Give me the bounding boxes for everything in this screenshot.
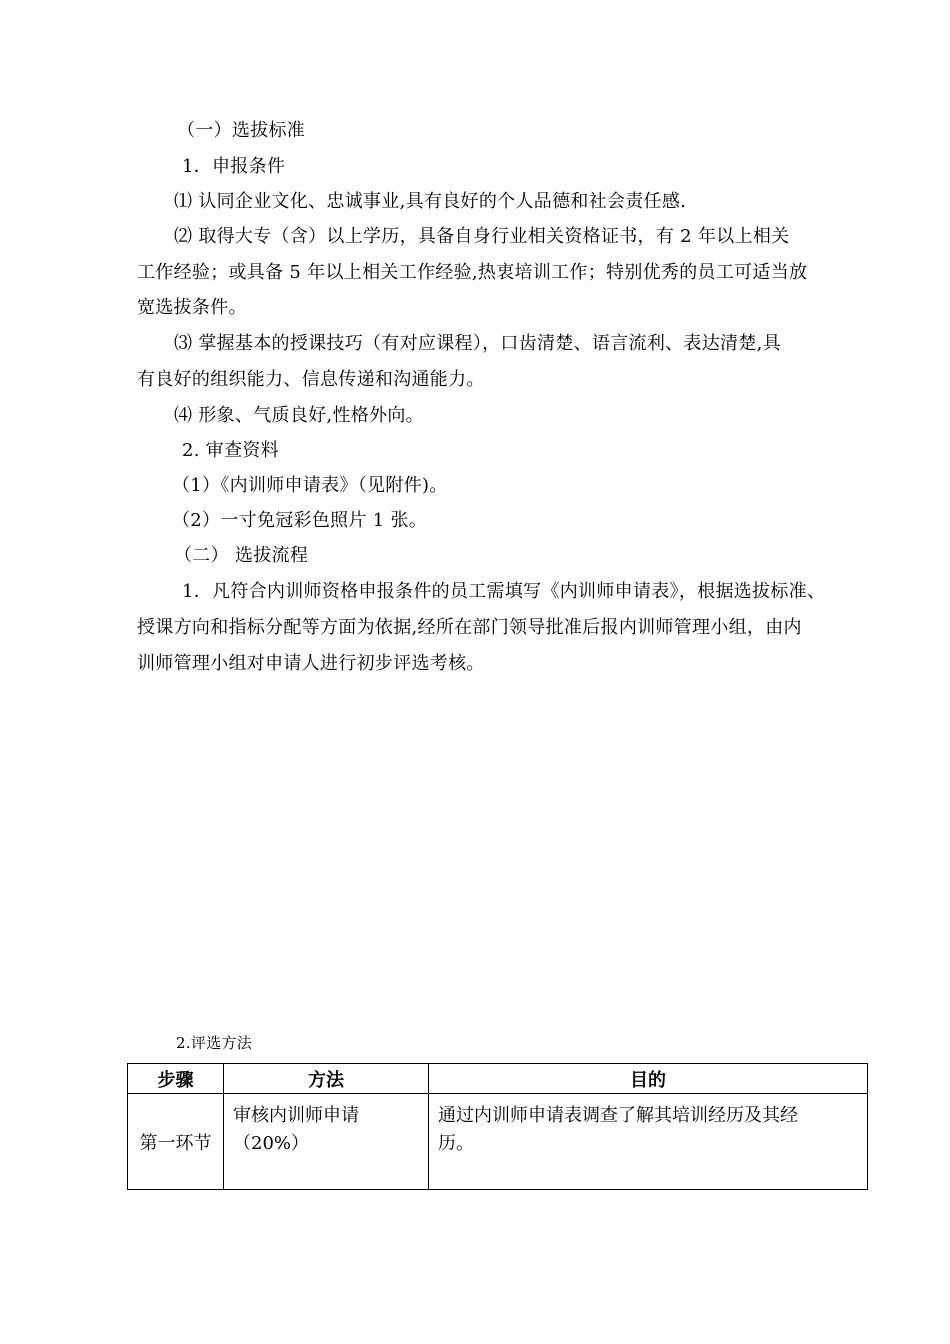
- table-row: [128, 1094, 868, 1190]
- condition-item-2-line-3: 宽选拔条件。: [137, 297, 247, 318]
- condition-item-2-line-2: 工作经验；或具备 5 年以上相关工作经验,热衷培训工作；特别优秀的员工可适当放: [137, 262, 808, 283]
- condition-item-2-line-1: ⑵ 取得大专（含）以上学历，具备自身行业相关资格证书，有 2 年以上相关: [174, 226, 790, 247]
- header-step: 步骤: [128, 1064, 224, 1094]
- condition-item-3-line-2: 有良好的组织能力、信息传递和沟通能力。: [137, 369, 485, 390]
- cell-step: 第一环节: [128, 1094, 224, 1190]
- cell-purpose: [429, 1094, 868, 1190]
- purpose-line-1: 通过内训师申请表调查了解其培训经历及其经: [438, 1105, 798, 1126]
- method-line-1: 审核内训师申请: [233, 1105, 359, 1126]
- header-purpose: 目的: [429, 1064, 868, 1094]
- material-item-2: （2）一寸免冠彩色照片 1 张。: [172, 510, 428, 531]
- subheading-review-materials: 2. 审查资料: [182, 440, 279, 461]
- header-method: 方法: [224, 1064, 429, 1094]
- process-paragraph-line-1: 1．凡符合内训师资格申报条件的员工需填写《内训师申请表》，根据选拔标准、: [182, 581, 826, 602]
- condition-item-1: ⑴ 认同企业文化、忠诚事业,具有良好的个人品德和社会责任感.: [174, 191, 687, 212]
- table-header-row: [128, 1064, 868, 1094]
- cell-method: [224, 1094, 429, 1190]
- subheading-application-conditions: 1．申报条件: [182, 156, 286, 177]
- process-paragraph-line-2: 授课方向和指标分配等方面为依据,经所在部门领导批准后报内训师管理小组，由内: [137, 617, 802, 638]
- evaluation-method-title: 2.评选方法: [176, 1034, 253, 1052]
- section-heading-selection-criteria: （一）选拔标准: [177, 120, 306, 141]
- condition-item-4: ⑷ 形象、气质良好,性格外向。: [174, 405, 424, 426]
- purpose-line-2: 历。: [438, 1133, 474, 1154]
- process-paragraph-line-3: 训师管理小组对申请人进行初步评选考核。: [137, 653, 485, 674]
- method-line-2: （20%）: [233, 1133, 310, 1154]
- evaluation-table: [127, 1063, 868, 1190]
- condition-item-3-line-1: ⑶ 掌握基本的授课技巧（有对应课程），口齿清楚、语言流利、表达清楚,具: [174, 333, 781, 354]
- section-heading-selection-process: （二） 选拔流程: [174, 545, 309, 566]
- material-item-1: （1）《内训师申请表》（见附件)。: [172, 475, 448, 496]
